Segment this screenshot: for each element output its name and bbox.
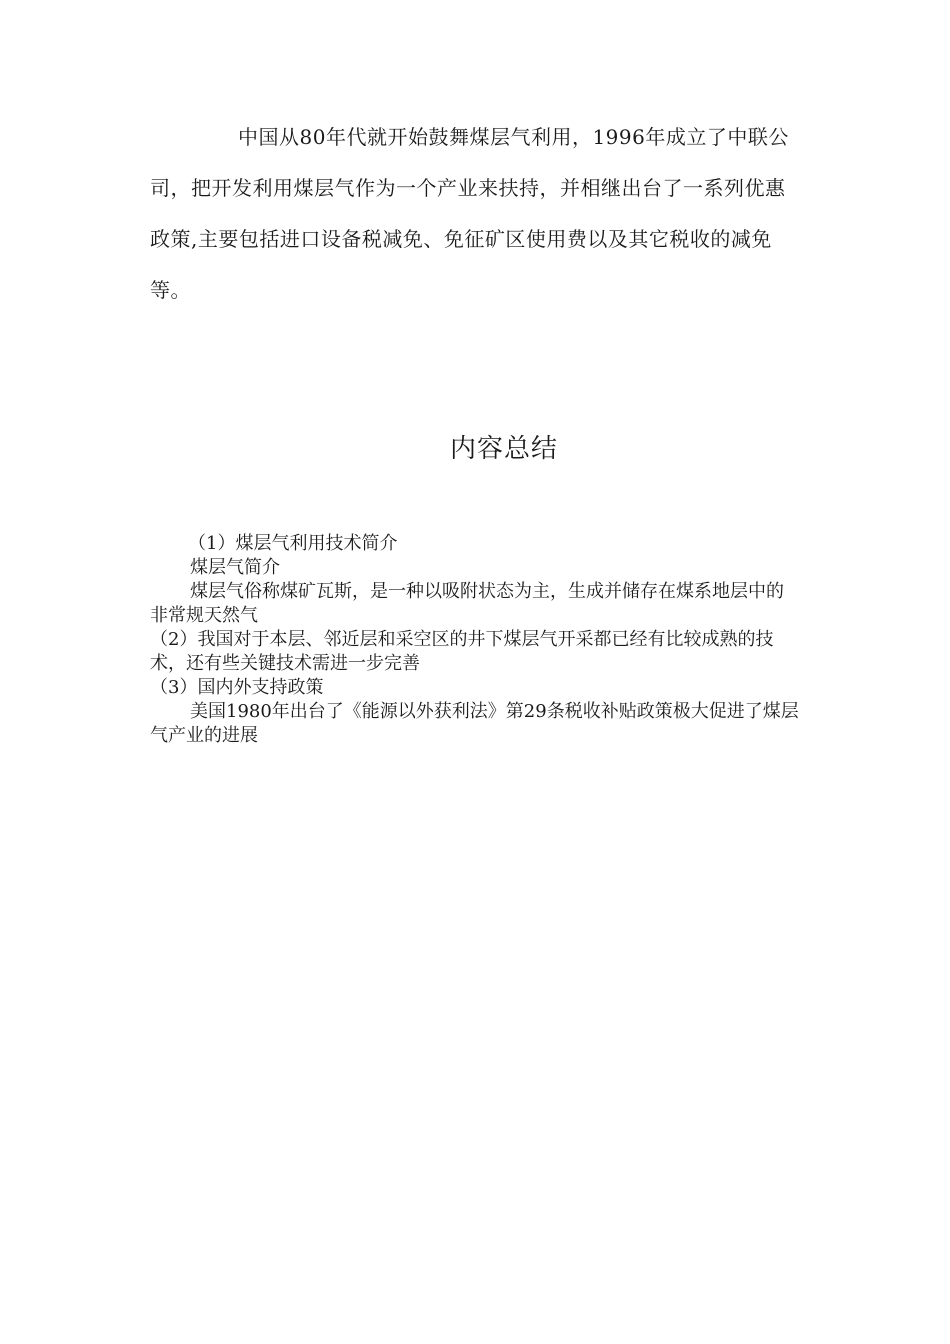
- summary-heading-3: （3）国内外支持政策: [150, 677, 324, 698]
- summary-paragraph-1: 煤层气俗称煤矿瓦斯，是一种以吸附状态为主，生成并储存在煤系地层中的非常规天然气: [150, 581, 784, 626]
- summary-subheading: 煤层气简介: [190, 557, 280, 578]
- summary-section: [150, 532, 800, 748]
- summary-paragraph-2: 美国1980年出台了《能源以外获利法》第29条税收补贴政策极大促进了煤层气产业的进展: [150, 701, 799, 746]
- summary-heading-2: （2）我国对于本层、邻近层和采空区的井下煤层气开采都已经有比较成熟的技术，还有些关键技术需进一步完善: [150, 629, 774, 674]
- summary-title: 内容总结: [449, 434, 558, 464]
- intro-paragraph: 中国从80年代就开始鼓舞煤层气利用，1996年成立了中联公司，把开发利用煤层气作为一个产业来扶持，并相继出台了一系列优惠政策,主要包括进口设备税减免、免征矿区使用费以及其它税收的减免等。: [150, 125, 789, 302]
- summary-heading-1: （1）煤层气利用技术简介: [188, 533, 398, 554]
